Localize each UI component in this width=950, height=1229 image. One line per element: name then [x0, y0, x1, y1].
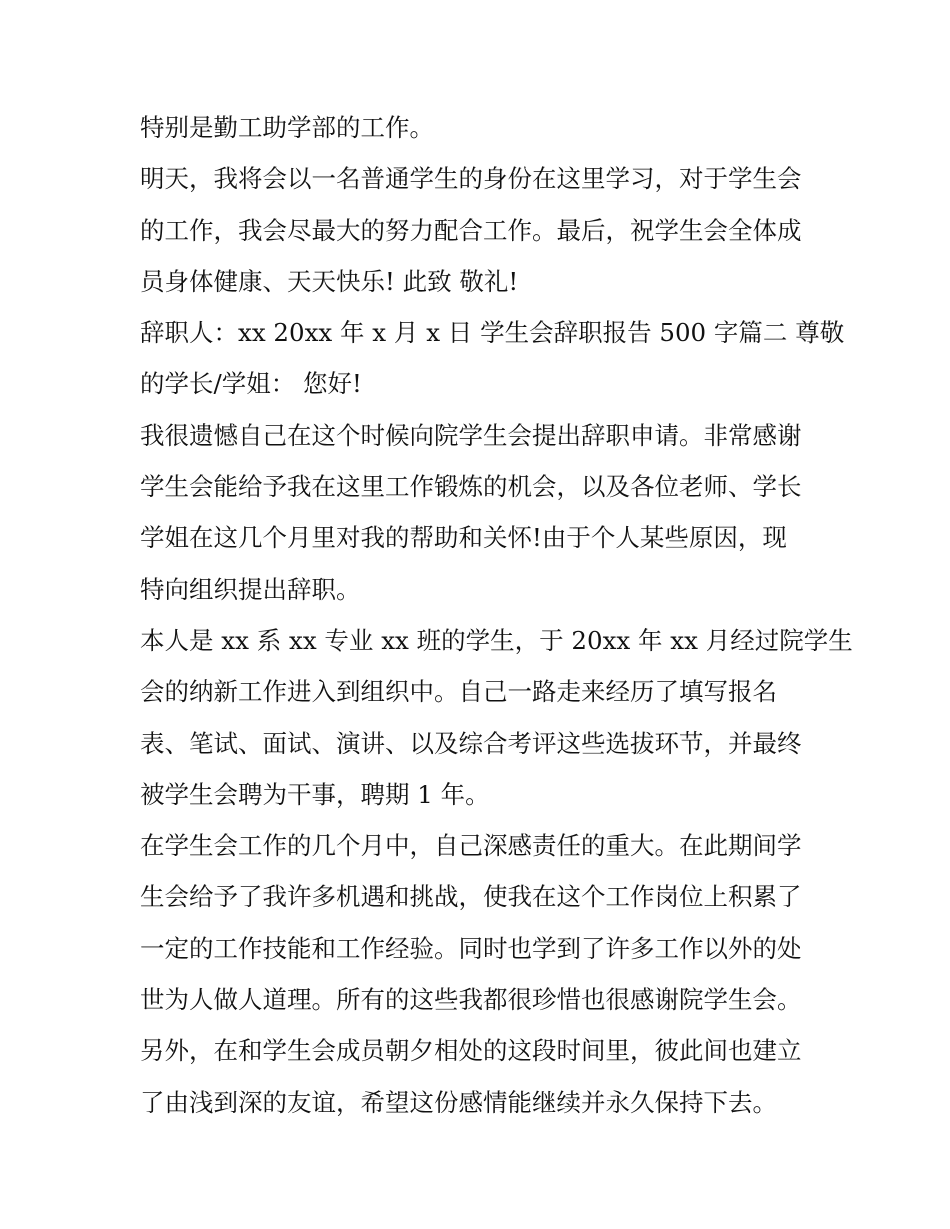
text-line: 的工作，我会尽最大的努力配合工作。最后，祝学生会全体成	[140, 215, 802, 245]
text-line: 学生会能给予我在这里工作锻炼的机会，以及各位老师、学长	[140, 472, 802, 502]
text-line: 的学长/学姐： 您好!	[140, 369, 362, 399]
text-line: 世为人做人道理。所有的这些我都很珍惜也很感谢院学生会。	[140, 985, 802, 1015]
text-line: 特别是勤工助学部的工作。	[140, 113, 434, 142]
text-line: 了由浅到深的友谊，希望这份感情能继续并永久保持下去。	[140, 1087, 777, 1117]
text-line: 在学生会工作的几个月中，自己深感责任的重大。在此期间学	[140, 831, 802, 861]
text-line: 会的纳新工作进入到组织中。自己一路走来经历了填写报名	[140, 677, 777, 707]
text-line: 一定的工作技能和工作经验。同时也学到了许多工作以外的处	[140, 933, 802, 963]
text-line: 生会给予了我许多机遇和挑战，使我在这个工作岗位上积累了	[140, 882, 802, 912]
text-line: 另外，在和学生会成员朝夕相处的这段时间里，彼此间也建立	[140, 1036, 802, 1066]
text-line: 我很遗憾自己在这个时候向院学生会提出辞职申请。非常感谢	[140, 420, 802, 450]
text-line: 辞职人：xx 20xx 年 x 月 x 日 学生会辞职报告 500 字篇二 尊敬	[140, 318, 845, 348]
text-line: 表、笔试、面试、演讲、以及综合考评这些选拔环节，并最终	[140, 728, 802, 758]
text-line: 被学生会聘为干事，聘期 1 年。	[140, 779, 490, 809]
text-line: 明天，我将会以一名普通学生的身份在这里学习，对于学生会	[140, 164, 802, 194]
text-line: 员身体健康、天天快乐! 此致 敬礼!	[140, 266, 519, 296]
text-line: 学姐在这几个月里对我的帮助和关怀!由于个人某些原因，现	[140, 523, 787, 553]
document-body	[140, 102, 853, 1128]
text-line: 特向组织提出辞职。	[140, 574, 361, 604]
text-line: 本人是 xx 系 xx 专业 xx 班的学生，于 20xx 年 xx 月经过院学生	[140, 625, 853, 655]
